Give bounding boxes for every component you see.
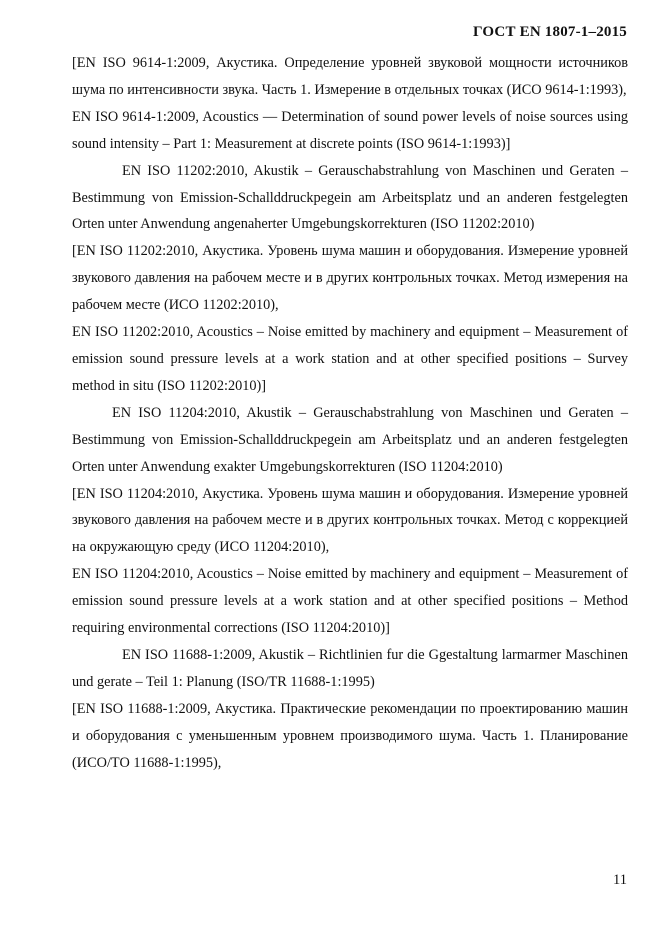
reference-entry-ru-11204: [EN ISO 11204:2010, Акустика. Уровень шума машин и оборудования. Измерение уровней звукового давления на рабочем месте и в других контрольных точках. Метод с коррекцией на окружающую среду (ИСО 11204:2010), (72, 485, 628, 556)
reference-entry-de-11202: EN ISO 11202:2010, Akustik – Gerauschabstrahlung von Maschinen und Geraten – Bestimmung von Emission-Schallddruckpegein am Arbeitsplatz und an anderen festgelegten Orten unter Anwendung angenaherter Umgebungskorrekturen (ISO 11202:2010) (72, 162, 628, 233)
reference-entry-en-9614: EN ISO 9614-1:2009, Acoustics — Determination of sound power levels of noise sources using sound intensity – Part 1: Measurement at discrete points (ISO 9614-1:1993)] (72, 108, 628, 152)
page-number: 11 (613, 872, 627, 888)
reference-entry-en-11204: EN ISO 11204:2010, Acoustics – Noise emitted by machinery and equipment – Measurement of emission sound pressure levels at a work station and at other specified positions – Method requiring environmental corrections (ISO 11204:2010)] (72, 566, 628, 637)
reference-entry-de-11204: EN ISO 11204:2010, Akustik – Gerauschabstrahlung von Maschinen und Geraten – Bestimmung von Emission-Schallddruckpegein am Arbeitsplatz und an anderen festgelegten Orten unter Anwendung exakter Umgebungskorrekturen (ISO 11204:2010) (72, 404, 628, 475)
reference-entry-ru-11202: [EN ISO 11202:2010, Акустика. Уровень шума машин и оборудования. Измерение уровней звукового давления на рабочем месте и в других контрольных точках. Метод измерения на рабочем месте (ИСО 11202:2010), (72, 243, 628, 314)
reference-entry-ru-11688: [EN ISO 11688-1:2009, Акустика. Практические рекомендации по проектированию машин и оборудования с уменьшенным уровнем производимого шума. Часть 1. Планирование (ИСО/ТО 11688-1:1995), (72, 700, 628, 771)
reference-entry-en-11202: EN ISO 11202:2010, Acoustics – Noise emitted by machinery and equipment – Measurement of emission sound pressure levels at a work station and at other specified positions – Survey method in situ (ISO 11202:2010)] (72, 324, 628, 394)
reference-entry-ru-9614: [EN ISO 9614-1:2009, Акустика. Определение уровней звуковой мощности источников шума по интенсивности звука. Часть 1. Измерение в отдельных точках (ИСО 9614-1:1993), (72, 55, 628, 98)
reference-entry-de-11688: EN ISO 11688-1:2009, Akustik – Richtlinien fur die Ggestaltung larmarmer Maschinen und gerate – Teil 1: Planung (ISO/TR 11688-1:1995) (72, 646, 628, 690)
document-header: ГОСТ EN 1807-1–2015 (473, 24, 627, 40)
reference-list (72, 50, 628, 776)
